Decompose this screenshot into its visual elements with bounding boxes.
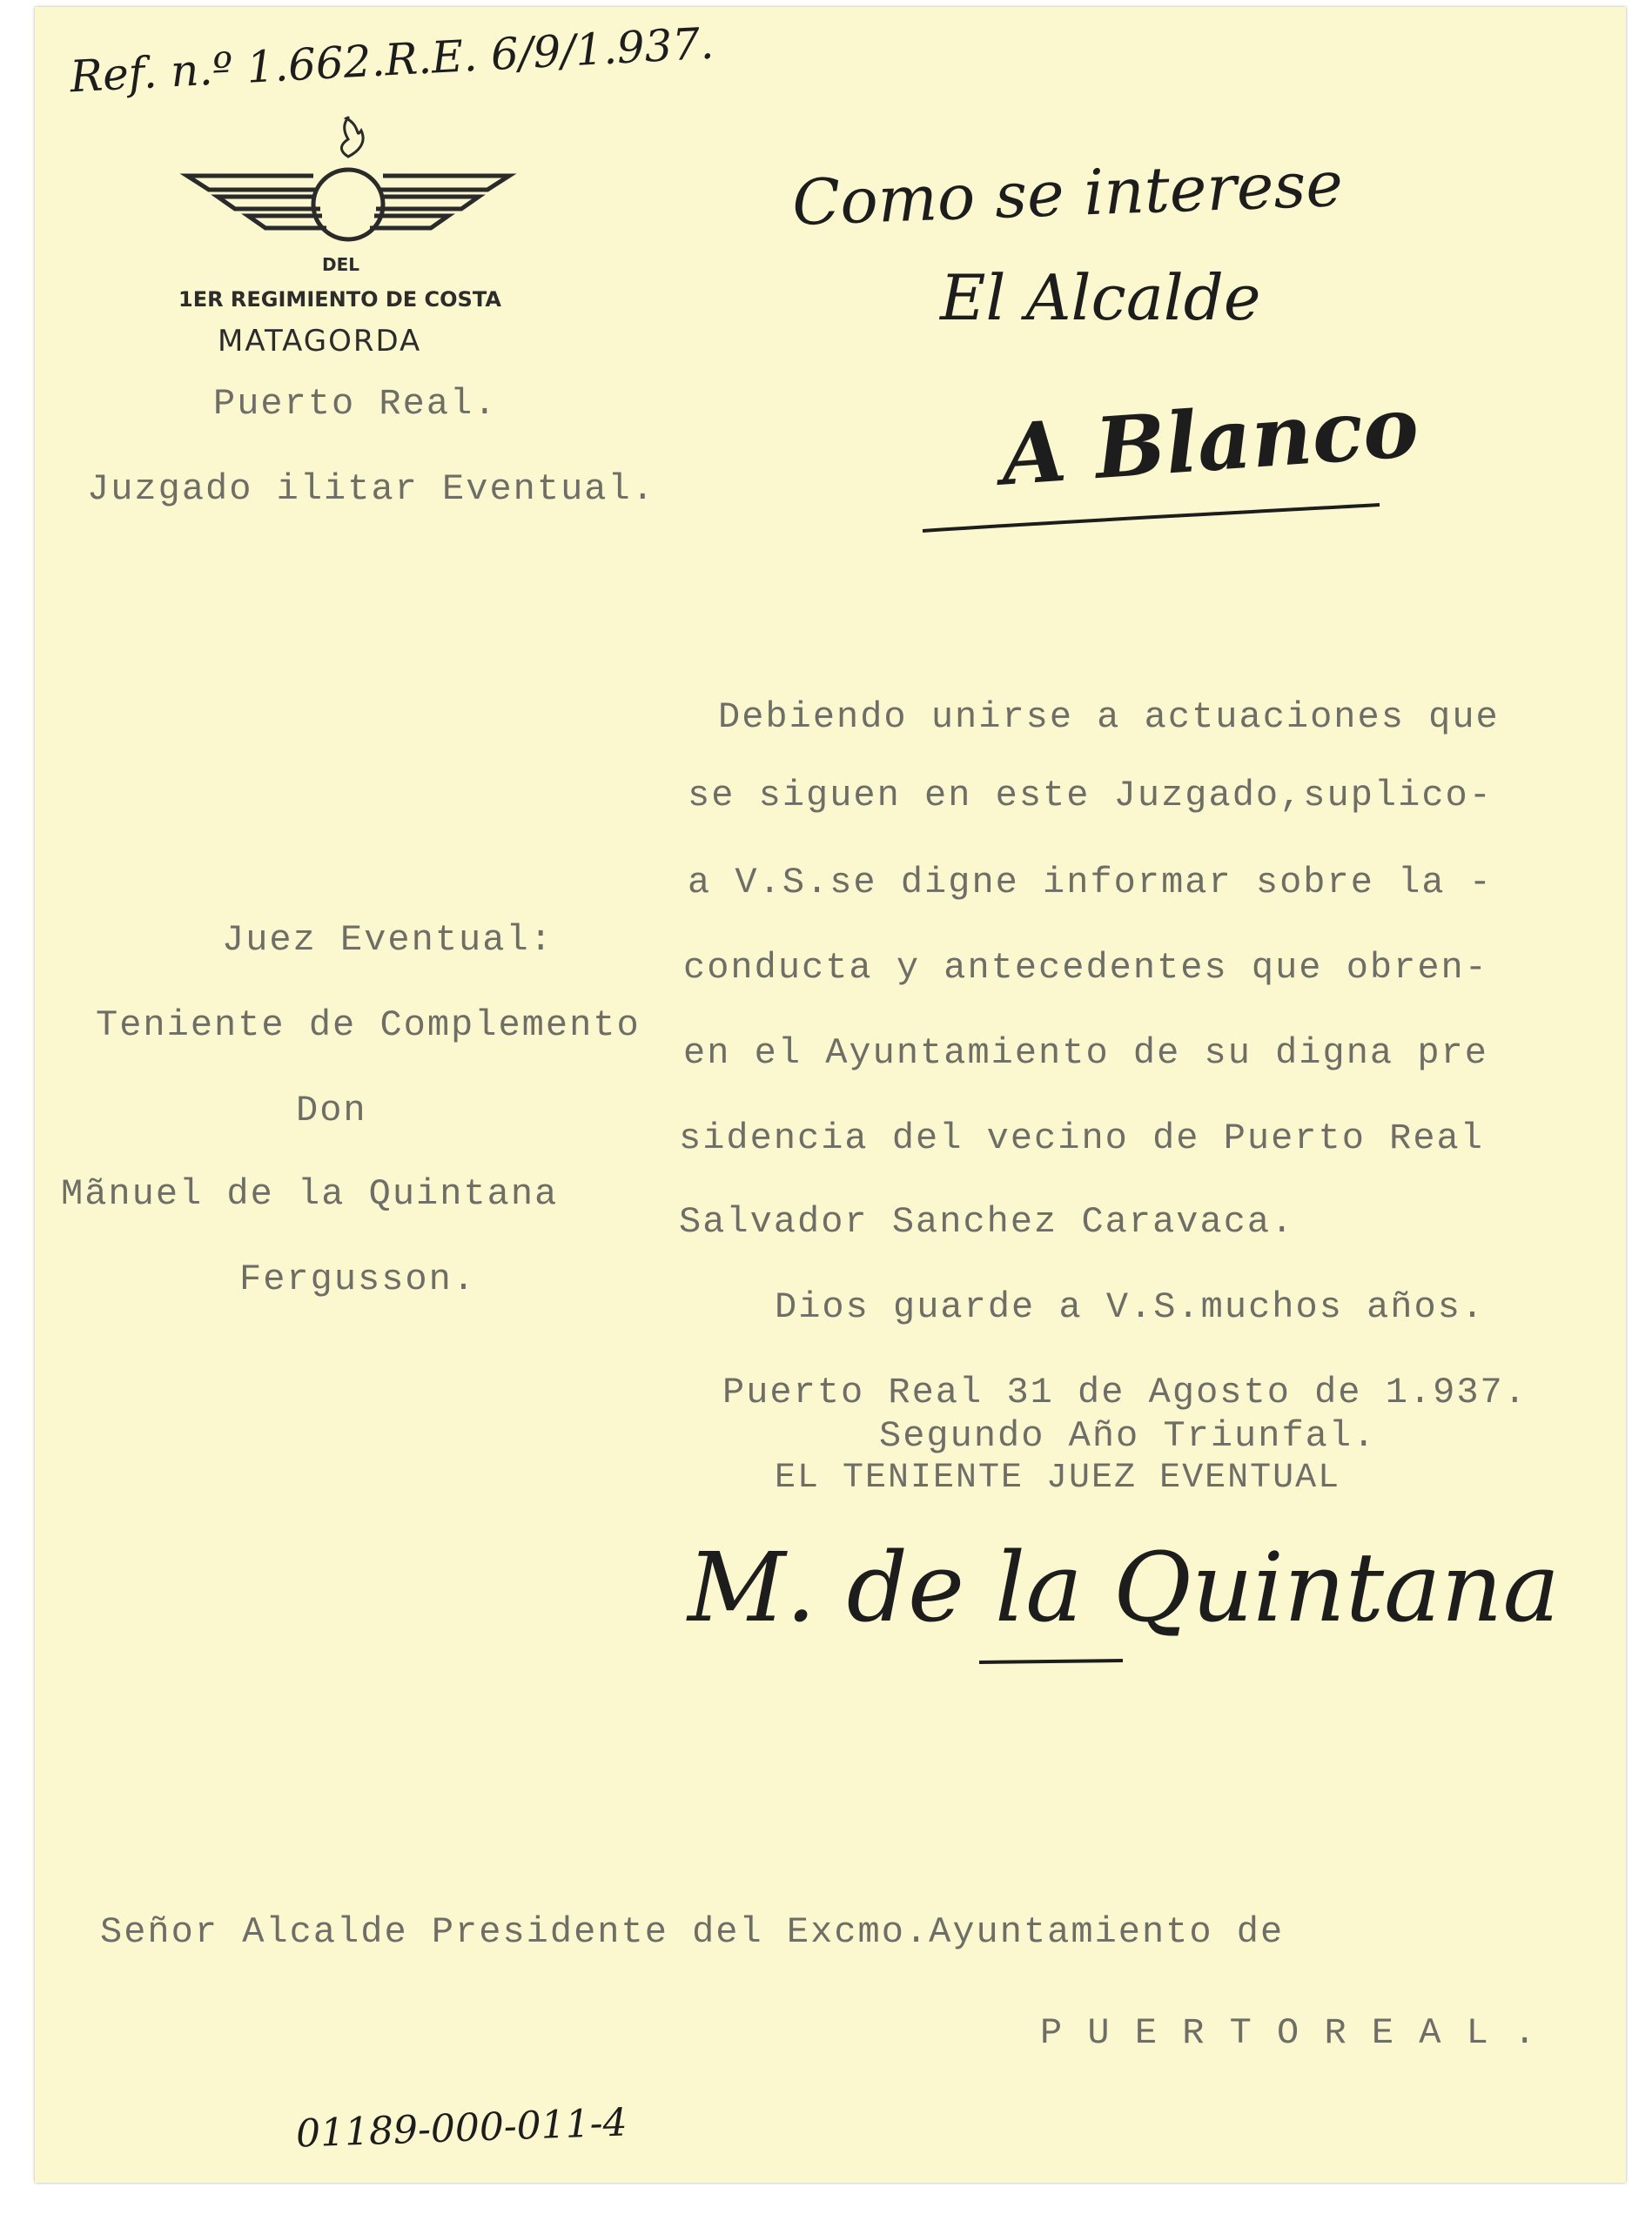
letterhead-name: MATAGORDA [218, 324, 422, 359]
body-line6: sidencia del vecino de Puerto Real [679, 1117, 1484, 1159]
judge-line3: Don [296, 1090, 367, 1131]
dateline-year: Segundo Año Triunfal. [879, 1415, 1377, 1457]
annotation-line1: Como se interese [790, 146, 1345, 240]
letterhead-regiment: 1ER REGIMIENTO DE COSTA [178, 287, 501, 312]
judge-line2: Teniente de Complemento [96, 1004, 641, 1046]
judge-line5: Fergusson. [239, 1258, 477, 1300]
sender-town: Puerto Real. [213, 383, 498, 425]
body-closing: Dios guarde a V.S.muchos años. [775, 1286, 1486, 1328]
body-line1: Debiendo unirse a actuaciones que [718, 696, 1500, 738]
dateline-title: EL TENIENTE JUEZ EVENTUAL [775, 1459, 1341, 1498]
letterhead-del: DEL [322, 254, 360, 275]
dateline-date: Puerto Real 31 de Agosto de 1.937. [722, 1372, 1528, 1413]
judge-signature: M. de la Quintana [688, 1532, 1561, 1643]
judge-line4: Mãnuel de la Quintana [61, 1173, 559, 1215]
body-line3: a V.S.se digne informar sobre la - [688, 862, 1493, 903]
body-line4: conducta y antecedentes que obren- [683, 947, 1488, 989]
body-line7: Salvador Sanchez Caravaca. [679, 1201, 1295, 1243]
addressee-line1: Señor Alcalde Presidente del Excmo.Ayuntamiento de [100, 1911, 1285, 1953]
addressee-line2: P U E R T O R E A L . [1040, 2012, 1538, 2054]
reference-note: Ref. n.º 1.662.R.E. 6/9/1.937. [68, 17, 715, 103]
annotation-signature: A Blanco [997, 377, 1422, 505]
signature-underline [918, 487, 1388, 540]
body-line5: en el Ayuntamiento de su digna pre [683, 1032, 1488, 1074]
judge-signature-underline [975, 1654, 1132, 1671]
judge-line1: Juez Eventual: [222, 919, 554, 961]
annotation-line2: El Alcalde [940, 261, 1261, 334]
sender-office: Juzgado ilitar Eventual. [87, 468, 655, 510]
body-line2: se siguen en este Juzgado,suplico- [688, 775, 1493, 816]
regiment-emblem-icon [183, 122, 514, 252]
archive-code: 01189-000-011-4 [295, 2100, 628, 2157]
